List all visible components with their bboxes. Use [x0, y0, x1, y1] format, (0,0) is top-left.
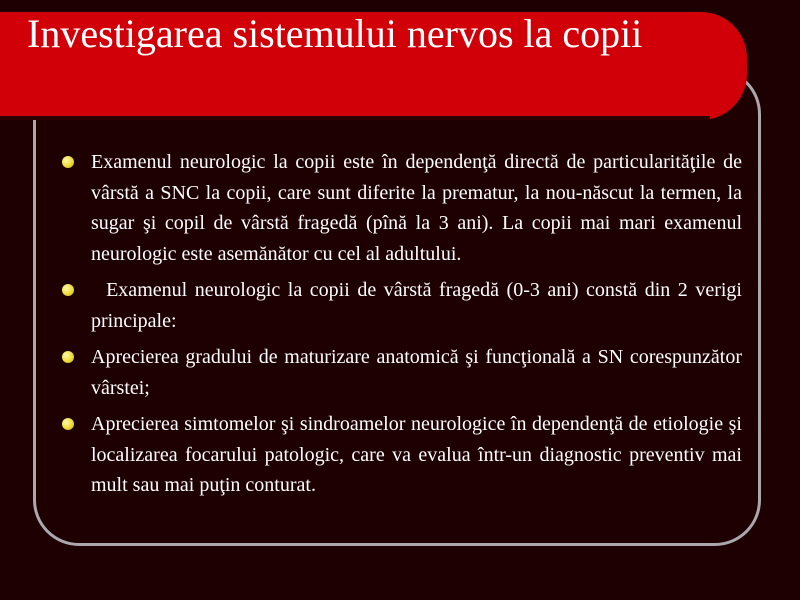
- bullet-dot-icon: [62, 284, 74, 296]
- title-underline: [0, 116, 710, 120]
- bullet-item: [62, 275, 747, 336]
- bullet-text: Aprecierea simtomelor şi sindroamelor neurologice în dependenţă de etiologie şi localizarea focarului patologic, care va evalua într-un diagnostic preventiv mai mult sau mai puţin conturat.: [91, 413, 742, 496]
- bullet-item: [62, 342, 742, 403]
- bullet-item: [62, 409, 742, 501]
- bullet-dot-icon: [62, 418, 74, 430]
- bullet-list: [62, 147, 747, 507]
- slide-title: Investigarea sistemului nervos la copii: [27, 11, 643, 56]
- bullet-text: Examenul neurologic la copii este în dependenţă directă de particularităţile de vârstă a SNC la copii, care sunt diferite la prematur, la nou-născut la termen, la sugar şi copil de vârstă fragedă (pînă la 3 ani). La copii mai mari examenul neurologic este asemănător cu cel al adultului.: [91, 151, 742, 265]
- bullet-text: Examenul neurologic la copii de vârstă fragedă (0-3 ani) constă din 2 verigi principale:: [91, 279, 747, 332]
- bullet-item: [62, 147, 742, 269]
- bullet-dot-icon: [62, 351, 74, 363]
- bullet-dot-icon: [62, 156, 74, 168]
- bullet-text: Aprecierea gradului de maturizare anatomică şi funcţională a SN corespunzător vârstei;: [91, 346, 742, 399]
